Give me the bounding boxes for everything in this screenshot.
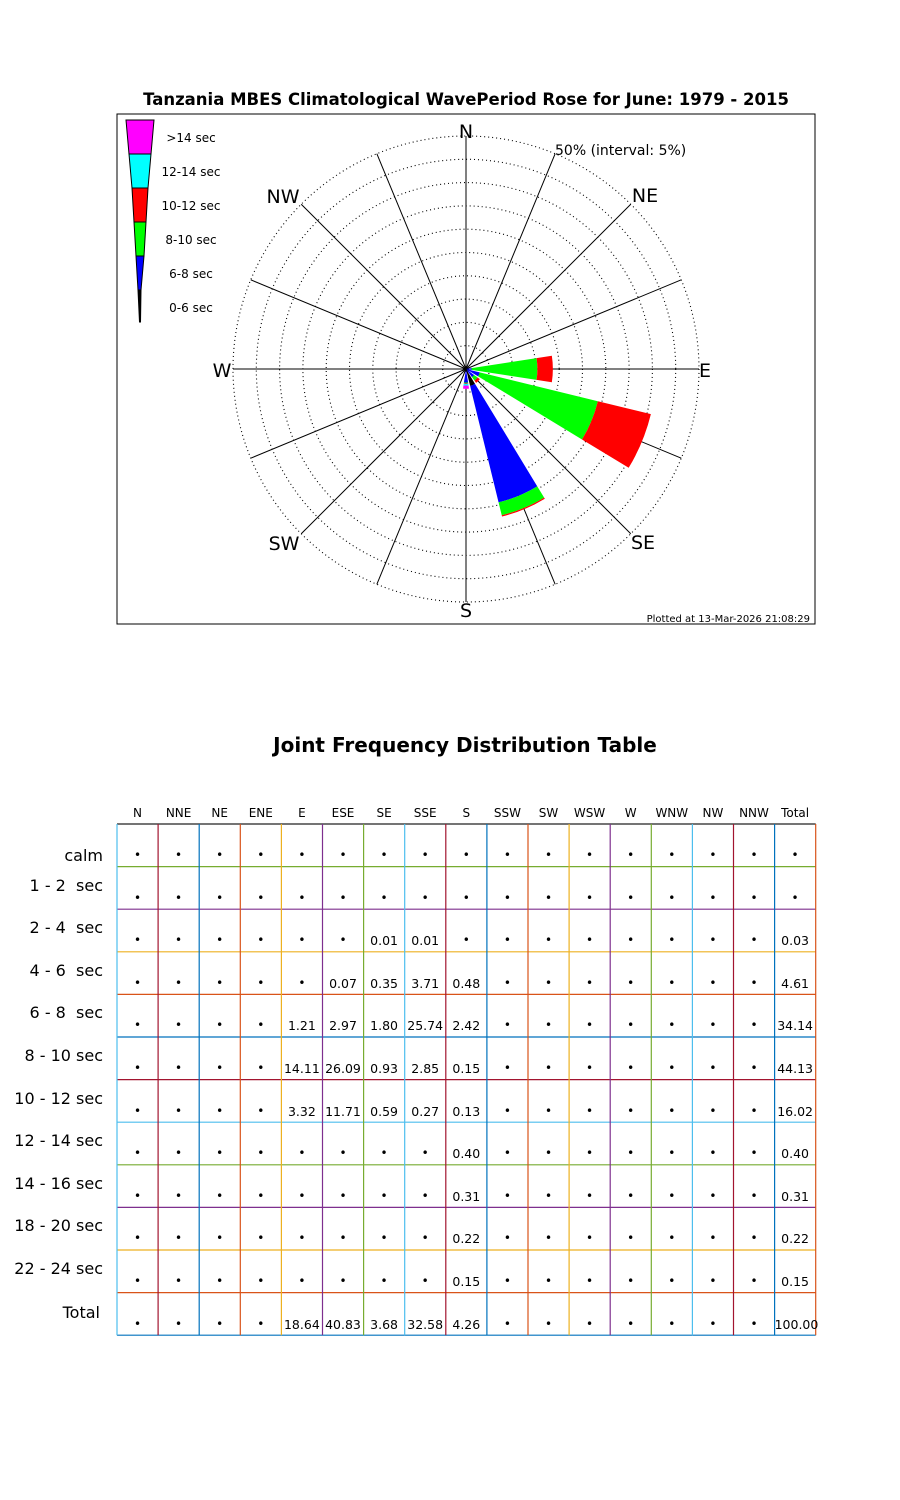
table-cell: • bbox=[339, 933, 347, 948]
table-cell: • bbox=[750, 848, 758, 862]
table-cell: 25.74 bbox=[407, 1018, 444, 1034]
table-cell: • bbox=[627, 1018, 635, 1033]
table-cell: • bbox=[133, 1188, 142, 1203]
table-cell: • bbox=[709, 1146, 717, 1161]
table-cell: • bbox=[216, 1231, 224, 1246]
table-cell: • bbox=[175, 1274, 183, 1288]
table-cell: • bbox=[750, 1316, 758, 1331]
table-cell: • bbox=[750, 1274, 758, 1288]
table-cell: • bbox=[503, 975, 511, 990]
row-label: 2 - 4 sec bbox=[29, 918, 103, 938]
column-header-NW: NW bbox=[702, 806, 724, 820]
table-cell: • bbox=[586, 1316, 594, 1331]
table-cell: • bbox=[462, 933, 470, 948]
table-cell: • bbox=[709, 1188, 717, 1203]
column-header-SE: SE bbox=[376, 806, 392, 820]
table-cell: • bbox=[750, 1188, 758, 1203]
table-cell: • bbox=[709, 1316, 717, 1331]
table-cell: • bbox=[668, 975, 676, 990]
table-cell: • bbox=[421, 848, 429, 862]
table-cell: • bbox=[133, 1018, 142, 1033]
table-cell: • bbox=[668, 1103, 676, 1118]
table-cell: • bbox=[586, 1231, 594, 1246]
table-cell: • bbox=[257, 1103, 265, 1118]
table-cell: • bbox=[503, 890, 511, 905]
column-header-N: N bbox=[133, 806, 142, 820]
table-cell: 3.32 bbox=[287, 1103, 316, 1119]
column-header-S: S bbox=[462, 806, 471, 820]
table-cell: • bbox=[586, 890, 594, 905]
table-cell: • bbox=[503, 1146, 511, 1161]
table-cell: 2.42 bbox=[452, 1018, 481, 1034]
table-cell: • bbox=[339, 848, 347, 862]
table-cell: • bbox=[380, 1274, 388, 1288]
table-cell: • bbox=[257, 975, 265, 990]
table-cell: • bbox=[791, 890, 799, 905]
table-cell: • bbox=[544, 848, 553, 862]
table-cell: 0.40 bbox=[452, 1146, 481, 1162]
table-cell: • bbox=[133, 933, 142, 948]
table-cell: • bbox=[668, 1188, 676, 1203]
table-cell: • bbox=[216, 933, 224, 948]
table-cell: • bbox=[586, 933, 594, 948]
table-cell: • bbox=[216, 1316, 224, 1331]
column-header-ESE: ESE bbox=[331, 806, 355, 820]
table-cell: • bbox=[503, 1188, 511, 1203]
column-header-W: W bbox=[624, 806, 637, 820]
table-cell: • bbox=[133, 975, 142, 990]
plotted-at-footer: Plotted at 13-Mar-2026 21:08:29 bbox=[646, 614, 810, 625]
legend-label-4: 6-8 sec bbox=[169, 267, 213, 281]
table-cell: • bbox=[627, 1188, 635, 1203]
table-cell: 11.71 bbox=[325, 1103, 361, 1119]
table-cell: • bbox=[750, 890, 758, 905]
table-cell: • bbox=[627, 975, 635, 990]
table-cell: • bbox=[175, 890, 183, 905]
table-cell: • bbox=[668, 1061, 676, 1075]
table-cell: • bbox=[627, 1274, 635, 1288]
scale-label: 50% (interval: 5%) bbox=[555, 143, 687, 159]
table-cell: • bbox=[586, 1061, 594, 1075]
table-cell: • bbox=[380, 1188, 388, 1203]
table-cell: • bbox=[216, 1146, 224, 1161]
table-cell: • bbox=[791, 848, 799, 862]
table-cell: • bbox=[175, 933, 183, 948]
table-cell: • bbox=[503, 1231, 511, 1246]
table-cell: • bbox=[709, 933, 717, 948]
table-cell: • bbox=[503, 1018, 511, 1033]
table-cell: • bbox=[586, 975, 594, 990]
table-cell: • bbox=[216, 890, 224, 905]
table-cell: 3.71 bbox=[411, 975, 440, 991]
table-cell: 16.02 bbox=[777, 1103, 813, 1119]
table-cell: • bbox=[750, 1061, 758, 1075]
table-cell: 0.15 bbox=[781, 1274, 810, 1289]
table-cell: 0.48 bbox=[452, 975, 481, 991]
table-cell: • bbox=[750, 1146, 758, 1161]
table-cell: 0.59 bbox=[370, 1103, 399, 1119]
legend-label-0: >14 sec bbox=[166, 131, 216, 145]
column-header-Total: Total bbox=[781, 806, 810, 820]
table-cell: • bbox=[133, 1274, 142, 1288]
table-cell: • bbox=[257, 1316, 265, 1331]
table-cell: • bbox=[421, 890, 429, 905]
table-cell: • bbox=[175, 1316, 183, 1331]
table-cell: 2.85 bbox=[411, 1061, 440, 1076]
table-cell: • bbox=[175, 1188, 183, 1203]
table-cell: • bbox=[298, 1188, 306, 1203]
table-cell: • bbox=[668, 933, 676, 948]
table-cell: 0.40 bbox=[781, 1146, 810, 1162]
compass-label-SE: SE bbox=[630, 532, 656, 554]
table-cell: 32.58 bbox=[407, 1316, 444, 1332]
table-cell: • bbox=[586, 1146, 594, 1161]
table-cell: • bbox=[216, 848, 224, 862]
table-cell: 2.97 bbox=[329, 1018, 357, 1034]
table-cell: • bbox=[339, 890, 347, 905]
column-header-WSW: WSW bbox=[573, 806, 606, 820]
table-cell: • bbox=[668, 1018, 676, 1033]
table-cell: • bbox=[257, 933, 265, 948]
table-cell: • bbox=[544, 1188, 553, 1203]
table-cell: • bbox=[298, 1274, 306, 1288]
column-header-E: E bbox=[298, 806, 306, 820]
compass-label-N: N bbox=[458, 121, 474, 143]
table-cell: • bbox=[544, 1274, 553, 1288]
table-cell: • bbox=[133, 1146, 142, 1161]
table-cell: • bbox=[257, 1188, 265, 1203]
column-header-ENE: ENE bbox=[248, 806, 273, 820]
row-label: 18 - 20 sec bbox=[14, 1216, 103, 1236]
table-cell: • bbox=[627, 1103, 635, 1118]
table-cell: • bbox=[709, 890, 717, 905]
table-cell: • bbox=[668, 1274, 676, 1288]
table-cell: 0.31 bbox=[781, 1188, 810, 1204]
table-cell: • bbox=[175, 1018, 183, 1033]
legend-label-5: 0-6 sec bbox=[169, 301, 213, 315]
row-label: Total bbox=[62, 1302, 100, 1322]
row-label: 6 - 8 sec bbox=[29, 1003, 103, 1023]
table-cell: 0.35 bbox=[370, 975, 399, 991]
row-label: 8 - 10 sec bbox=[24, 1046, 103, 1065]
table-cell: • bbox=[544, 933, 553, 948]
table-cell: • bbox=[503, 1274, 511, 1288]
column-header-NE: NE bbox=[211, 806, 228, 820]
table-cell: • bbox=[298, 848, 306, 862]
table-cell: • bbox=[503, 848, 511, 862]
table-cell: • bbox=[257, 848, 265, 862]
table-cell: • bbox=[544, 1146, 553, 1161]
table-cell: • bbox=[339, 1274, 347, 1288]
table-cell: • bbox=[421, 1231, 429, 1246]
table-cell: 18.64 bbox=[283, 1316, 320, 1332]
table-cell: • bbox=[298, 975, 306, 990]
table-cell: • bbox=[503, 1103, 511, 1118]
table-cell: • bbox=[298, 1146, 306, 1161]
table-cell: • bbox=[175, 1103, 183, 1118]
table-cell: • bbox=[380, 890, 388, 905]
table-cell: • bbox=[503, 1316, 511, 1331]
table-cell: • bbox=[380, 1146, 388, 1161]
row-label: calm bbox=[64, 846, 103, 865]
table-cell: • bbox=[709, 1103, 717, 1118]
table-cell: 40.83 bbox=[325, 1316, 361, 1332]
table-cell: • bbox=[257, 890, 265, 905]
table-cell: • bbox=[544, 1103, 553, 1118]
table-cell: • bbox=[216, 1061, 224, 1075]
table-cell: • bbox=[750, 1018, 758, 1033]
table-cell: • bbox=[544, 1018, 553, 1033]
table-cell: • bbox=[257, 1018, 265, 1033]
table-cell: • bbox=[668, 848, 676, 862]
table-cell: • bbox=[750, 933, 758, 948]
table-cell: • bbox=[133, 890, 142, 905]
table-cell: • bbox=[544, 1231, 553, 1246]
table-cell: • bbox=[627, 1146, 635, 1161]
table-cell: • bbox=[586, 1103, 594, 1118]
table-cell: • bbox=[750, 975, 758, 990]
table-cell: • bbox=[339, 1146, 347, 1161]
table-cell: 0.22 bbox=[781, 1231, 810, 1247]
table-cell: • bbox=[709, 975, 717, 990]
table-cell: • bbox=[503, 1061, 511, 1075]
table-cell: • bbox=[627, 848, 635, 862]
table-cell: • bbox=[133, 1316, 142, 1331]
table-title: Joint Frequency Distribution Table bbox=[273, 733, 657, 757]
table-cell: 26.09 bbox=[325, 1061, 361, 1076]
compass-label-S: S bbox=[459, 600, 473, 622]
table-cell: • bbox=[421, 1274, 429, 1288]
table-cell: • bbox=[503, 933, 511, 948]
table-cell: • bbox=[709, 1231, 717, 1246]
table-cell: 14.11 bbox=[283, 1061, 320, 1076]
table-cell: 0.93 bbox=[370, 1061, 399, 1076]
table-cell: 1.21 bbox=[287, 1018, 316, 1034]
column-header-SSE: SSE bbox=[413, 806, 437, 820]
legend-label-1: 12-14 sec bbox=[161, 165, 221, 179]
table-cell: 4.26 bbox=[452, 1316, 481, 1332]
table-cell: • bbox=[421, 1188, 429, 1203]
column-header-SW: SW bbox=[538, 806, 559, 820]
table-cell: • bbox=[298, 1231, 306, 1246]
table-cell: • bbox=[627, 1061, 635, 1075]
table-cell: • bbox=[544, 1061, 553, 1075]
table-cell: 0.15 bbox=[452, 1061, 481, 1076]
table-cell: • bbox=[298, 933, 306, 948]
row-label: 14 - 16 sec bbox=[14, 1173, 103, 1193]
row-label: 1 - 2 sec bbox=[29, 875, 103, 895]
table-cell: • bbox=[668, 890, 676, 905]
table-cell: • bbox=[175, 848, 183, 862]
table-cell: 0.03 bbox=[781, 933, 810, 949]
table-cell: • bbox=[257, 1274, 265, 1288]
legend-label-2: 10-12 sec bbox=[161, 199, 221, 213]
table-cell: • bbox=[709, 1061, 717, 1075]
table-cell: 0.22 bbox=[452, 1231, 481, 1247]
table-cell: 44.13 bbox=[777, 1061, 813, 1076]
table-cell: 100.00 bbox=[774, 1316, 819, 1332]
table-cell: • bbox=[175, 1061, 183, 1075]
table-cell: • bbox=[133, 848, 142, 862]
table-cell: • bbox=[216, 1103, 224, 1118]
table-cell: 0.27 bbox=[411, 1103, 440, 1119]
row-label: 10 - 12 sec bbox=[14, 1088, 103, 1108]
table-cell: 0.13 bbox=[452, 1103, 481, 1119]
table-cell: • bbox=[586, 1188, 594, 1203]
table-cell: 0.07 bbox=[329, 975, 357, 991]
table-cell: 34.14 bbox=[777, 1018, 813, 1034]
table-cell: • bbox=[668, 1316, 676, 1331]
table-cell: • bbox=[627, 1231, 635, 1246]
table-cell: • bbox=[339, 1188, 347, 1203]
table-cell: • bbox=[175, 1231, 183, 1246]
table-cell: 1.80 bbox=[370, 1018, 399, 1034]
table-cell: 0.01 bbox=[411, 933, 440, 949]
table-cell: • bbox=[339, 1231, 347, 1246]
compass-label-E: E bbox=[698, 360, 712, 382]
table-cell: • bbox=[544, 975, 553, 990]
table-cell: 0.01 bbox=[370, 933, 399, 949]
table-cell: • bbox=[709, 848, 717, 862]
table-cell: • bbox=[380, 1231, 388, 1246]
table-cell: • bbox=[257, 1231, 265, 1246]
table-cell: • bbox=[544, 890, 553, 905]
table-cell: • bbox=[462, 848, 470, 862]
compass-label-W: W bbox=[212, 360, 232, 382]
row-label: 4 - 6 sec bbox=[29, 960, 103, 980]
table-cell: • bbox=[627, 933, 635, 948]
table-cell: 3.68 bbox=[370, 1316, 399, 1332]
table-cell: • bbox=[380, 848, 388, 862]
table-cell: • bbox=[257, 1061, 265, 1075]
column-header-SSW: SSW bbox=[493, 806, 521, 820]
legend-label-3: 8-10 sec bbox=[165, 233, 217, 247]
table-cell: • bbox=[216, 1188, 224, 1203]
table-cell: • bbox=[668, 1231, 676, 1246]
chart-title: Tanzania MBES Climatological WavePeriod Rose for June: 1979 - 2015 bbox=[143, 90, 789, 109]
table-cell: • bbox=[133, 1061, 142, 1075]
table-cell: • bbox=[544, 1316, 553, 1331]
table-cell: • bbox=[257, 1146, 265, 1161]
table-cell: • bbox=[668, 1146, 676, 1161]
table-cell: • bbox=[709, 1018, 717, 1033]
table-cell: • bbox=[175, 1146, 183, 1161]
column-header-NNW: NNW bbox=[739, 806, 769, 820]
table-cell: • bbox=[216, 1274, 224, 1288]
table-cell: • bbox=[627, 890, 635, 905]
table-cell: 0.15 bbox=[452, 1274, 481, 1289]
table-cell: • bbox=[750, 1231, 758, 1246]
row-label: 22 - 24 sec bbox=[14, 1259, 103, 1278]
table-cell: • bbox=[133, 1231, 142, 1246]
table-cell: • bbox=[133, 1103, 142, 1118]
table-cell: 4.61 bbox=[781, 975, 810, 991]
table-cell: 0.31 bbox=[452, 1188, 481, 1204]
row-label: 12 - 14 sec bbox=[14, 1131, 103, 1151]
table-cell: • bbox=[586, 1274, 594, 1288]
column-header-WNW: WNW bbox=[655, 806, 689, 820]
compass-label-NE: NE bbox=[631, 185, 659, 207]
table-cell: • bbox=[750, 1103, 758, 1118]
compass-label-SW: SW bbox=[268, 533, 300, 555]
table-cell: • bbox=[586, 848, 594, 862]
column-header-NNE: NNE bbox=[165, 806, 192, 820]
table-cell: • bbox=[709, 1274, 717, 1288]
table-cell: • bbox=[462, 890, 470, 905]
table-cell: • bbox=[627, 1316, 635, 1331]
table-cell: • bbox=[216, 975, 224, 990]
table-cell: • bbox=[298, 890, 306, 905]
table-cell: • bbox=[586, 1018, 594, 1033]
table-cell: • bbox=[421, 1146, 429, 1161]
table-cell: • bbox=[175, 975, 183, 990]
table-cell: • bbox=[216, 1018, 224, 1033]
compass-label-NW: NW bbox=[266, 186, 300, 208]
